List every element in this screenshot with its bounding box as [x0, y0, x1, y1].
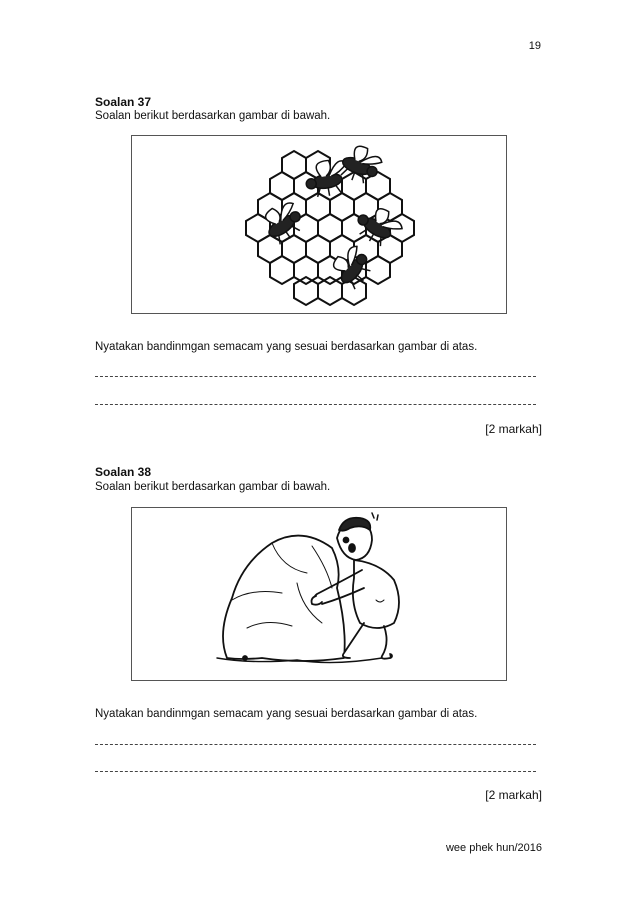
question-37-prompt: Nyatakan bandinmgan semacam yang sesuai berdasarkan gambar di atas. — [95, 341, 478, 353]
page-number: 19 — [528, 40, 541, 52]
bees-on-honeycomb-drawing — [132, 136, 506, 313]
footer-credit: wee phek hun/2016 — [445, 842, 542, 854]
question-37-marks: [2 markah] — [485, 422, 542, 436]
question-37-instruction: Soalan berikut berdasarkan gambar di bawah. — [95, 110, 331, 122]
boulder — [223, 536, 345, 661]
question-38-illustration — [131, 507, 507, 681]
question-38-prompt: Nyatakan bandinmgan semacam yang sesuai berdasarkan gambar di atas. — [95, 708, 478, 720]
bees — [258, 142, 406, 291]
man-pushing-boulder-drawing — [132, 508, 506, 680]
question-37-answer-line-2[interactable] — [95, 404, 536, 405]
question-37-illustration — [131, 135, 507, 314]
question-38-answer-line-2[interactable] — [95, 771, 536, 772]
question-38-title: Soalan 38 — [95, 465, 152, 479]
question-37-title: Soalan 37 — [95, 95, 152, 109]
question-37-answer-line-1[interactable] — [95, 376, 536, 377]
question-38-marks: [2 markah] — [485, 788, 542, 802]
question-38-answer-line-1[interactable] — [95, 744, 536, 745]
question-38-instruction: Soalan berikut berdasarkan gambar di bawah. — [95, 481, 331, 493]
